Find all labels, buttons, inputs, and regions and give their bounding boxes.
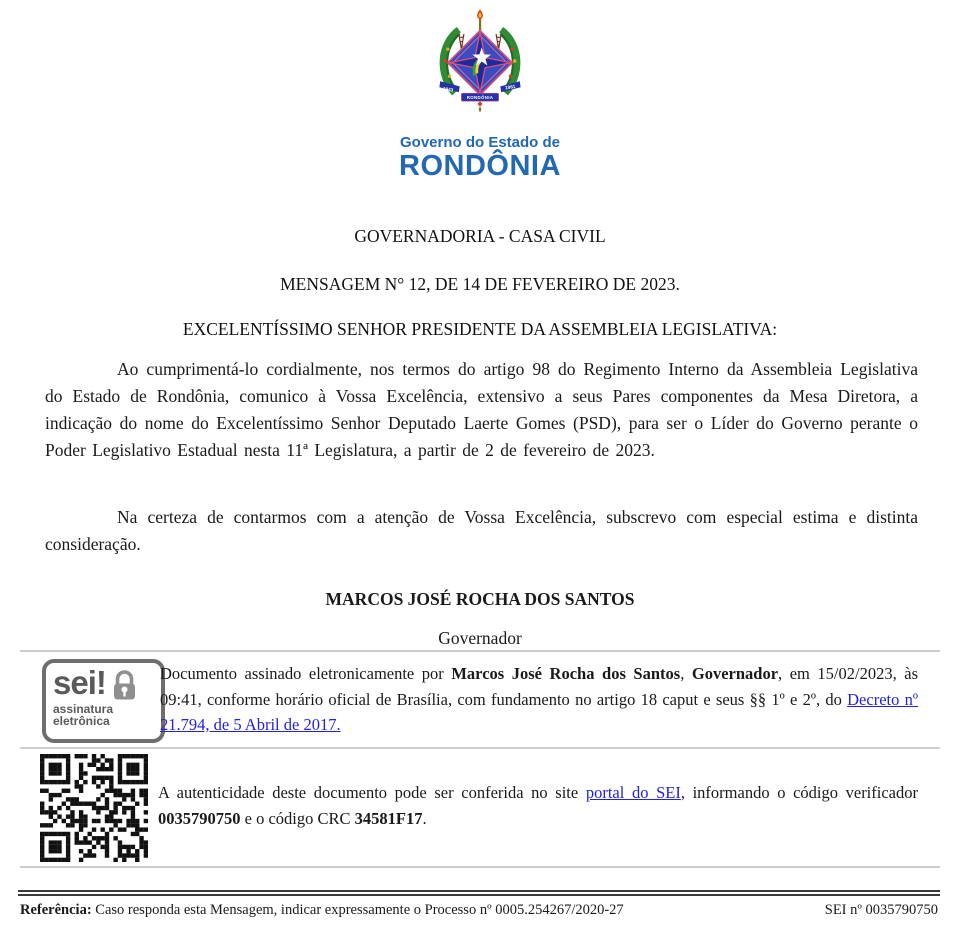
- signature-statement: Documento assinado eletronicamente por Marcos José Rocha dos Santos, Governador, em 15/02/2023, às 09:41, conforme horário oficial de Brasília, com fundamento no artigo 18 caput e seus §§ 1º e 2º, do Decreto nº 21.794, de 5 Abril de 2017.: [160, 664, 919, 734]
- sei-caption-line1: assinatura: [53, 702, 114, 716]
- sei-caption-line2: eletrônica: [53, 714, 110, 728]
- body-paragraph-2: Na certeza de contarmos com a atenção de Vossa Excelência, subscrevo com especial estima e distinta consideração.: [45, 507, 918, 554]
- body-paragraph-1: Ao cumprimentá-lo cordialmente, nos termos do artigo 98 do Regimento Interno da Assembleia Legislativa do Estado de Rondônia, comunico à Vossa Excelência, extensivo a seus Pares componentes da Mesa Diretora, a indicação do nome do Excelentíssimo Senhor Deputado Laerte Gomes (PSD), para ser o Líder do Governo perante o Poder Legislativo Estadual nesta 11ª Legislatura, a partir de 2 de fevereiro de 2023.: [45, 359, 918, 460]
- padlock-icon: [112, 670, 137, 701]
- message-title: MENSAGEM N° 12, DE 14 DE FEVEREIRO DE 2023.: [280, 274, 680, 294]
- signer-name: MARCOS JOSÉ ROCHA DOS SANTOS: [325, 589, 635, 609]
- sei-stamp: [42, 659, 165, 743]
- footer-reference-label: Referência:: [20, 902, 92, 918]
- footer: [20, 902, 938, 919]
- rondonia-coat-of-arms: [436, 8, 524, 114]
- org-name-line1: Governo do Estado de: [399, 134, 561, 151]
- footer-reference: [20, 902, 624, 919]
- ribbon-year-left: 1943: [442, 86, 454, 93]
- footer-sei-number: SEI nº 0035790750: [824, 902, 938, 918]
- signer-role: Governador: [438, 628, 522, 648]
- section-divider: [20, 747, 940, 749]
- ribbon-center-label: RONDÔNIA: [466, 95, 494, 101]
- inline-link[interactable]: portal do SEI: [585, 783, 681, 802]
- section-divider: [20, 650, 940, 652]
- section-divider: [20, 866, 940, 868]
- qr-code: [40, 754, 148, 862]
- footer-reference-text: Caso responda esta Mensagem, indicar expressamente o Processo nº 0005.254267/2020-27: [91, 902, 624, 918]
- ribbon-year-right: 1981: [504, 83, 516, 91]
- verification-statement: A autenticidade deste documento pode ser conferida no site portal do SEI, informando o código verificador 0035790750 e o código CRC 34581F17.: [158, 783, 918, 828]
- sei-logo-text: sei!: [53, 664, 106, 701]
- inline-link[interactable]: Decreto nº 21.794, de 5 Abril de 2017.: [160, 689, 918, 734]
- footer-double-rule: [18, 890, 940, 896]
- department-title: GOVERNADORIA - CASA CIVIL: [354, 226, 606, 246]
- org-name-line2: RONDÔNIA: [399, 150, 561, 182]
- addressee-title: EXCELENTÍSSIMO SENHOR PRESIDENTE DA ASSEMBLEIA LEGISLATIVA:: [182, 319, 778, 339]
- sword-hilt: [477, 101, 482, 106]
